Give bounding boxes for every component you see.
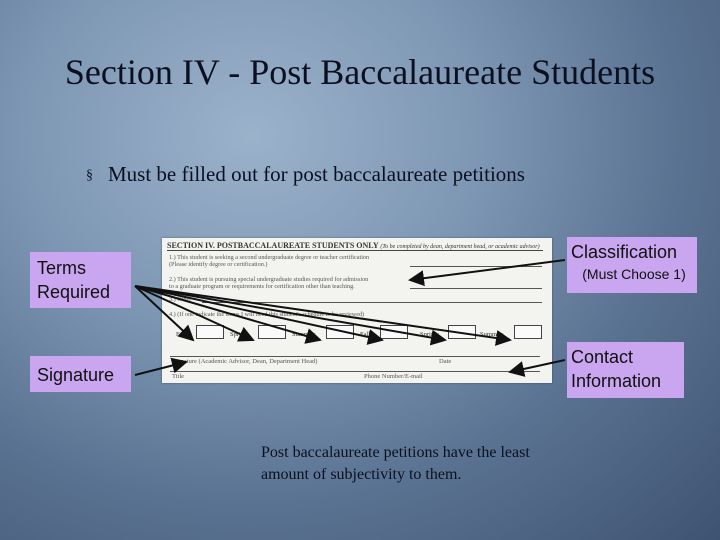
callout-contact-information: Contact Information [567,342,684,398]
signature-label: Signature (Academic Advisor, Dean, Department Head) [172,358,318,365]
arrow-classification [410,260,565,280]
classification-note: (Must Choose 1) [582,266,686,282]
callout-signature: Signature [30,356,131,392]
square-bullet-icon: § [86,168,93,183]
arrow-terms-summer2 [135,286,510,340]
term-summer-1: Summer: [292,331,316,338]
form-option-2: 2.) This student is pursuing special undergraduate studies required for admission [169,276,369,283]
date-label: Date [439,358,452,365]
form-option-3: 3.) Other [169,296,192,303]
phone-label: Phone Number/E-mail [364,373,423,380]
arrow-signature [135,362,186,375]
title-label: Title [172,373,185,380]
callout-classification: Classification (Must Choose 1) [567,237,697,293]
arrow-contact [510,360,565,372]
term-fall-1: Fall: [176,331,188,338]
bullet-text: Must be filled out for post baccalaureate petitions [108,162,525,186]
term-spring-1: Spring: [230,331,250,338]
term-summer-2: Summer: [480,331,504,338]
term-spring-2: Spring: [420,331,440,338]
slide-title: Section IV - Post Baccalaureate Students [64,52,656,92]
callout-terms-required: Terms Required [30,252,131,308]
form-option-1: 1.) This student is seeking a second undergraduate degree or teacher certification [169,254,370,261]
form-option-4: 4.) (If one indicate the terms I will need this student's schedule to be reviewed) [169,311,365,318]
slide-caption: Post baccalaureate petitions have the least amount of subjectivity to them. [261,444,530,483]
form-option-1b: (Please identify degree or certification.) [169,261,268,268]
form-header: SECTION IV. POSTBACCALAUREATE STUDENTS ONLY (To be completed by dean, department head, or academic advisor) [167,241,543,251]
arrow-terms-fall2 [135,286,382,340]
term-fall-2: Fall: [360,331,372,338]
form-option-2b: to a graduate program or requirements for certification other than teaching. [169,283,355,290]
